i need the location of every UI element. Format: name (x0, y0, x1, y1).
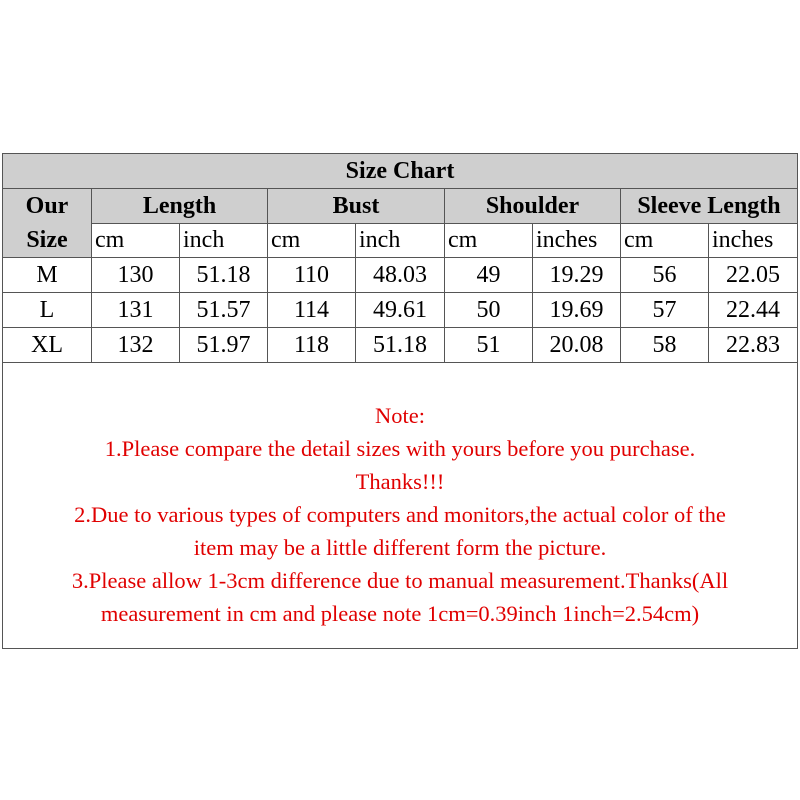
unit-header: cm (444, 223, 532, 257)
table-cell: 51.57 (179, 292, 267, 327)
table-cell: 20.08 (532, 327, 620, 362)
row-size-label: XL (3, 327, 91, 362)
table-cell: 22.05 (708, 257, 797, 292)
table-cell: 57 (620, 292, 708, 327)
table-cell: 22.44 (708, 292, 797, 327)
table-cell: 114 (267, 292, 355, 327)
table-cell: 19.69 (532, 292, 620, 327)
unit-header: inch (355, 223, 444, 257)
table-cell: 118 (267, 327, 355, 362)
unit-header: inches (708, 223, 797, 257)
group-header-length: Length (91, 188, 267, 223)
size-header-line2: Size (3, 223, 91, 257)
table-cell: 19.29 (532, 257, 620, 292)
note-line: Thanks!!! (355, 469, 445, 494)
table-cell: 56 (620, 257, 708, 292)
group-header-bust: Bust (267, 188, 444, 223)
unit-header: cm (91, 223, 179, 257)
size-header-line1: Our (3, 188, 91, 223)
note-line: 1.Please compare the detail sizes with yours before you purchase. (104, 436, 696, 461)
table-cell: 49.61 (355, 292, 444, 327)
note-heading: Note: (375, 403, 425, 428)
unit-header: cm (267, 223, 355, 257)
unit-header: inches (532, 223, 620, 257)
note-line: 2.Due to various types of computers and monitors,the actual color of the (74, 502, 726, 527)
chart-title: Size Chart (3, 154, 797, 188)
row-size-label: M (3, 257, 91, 292)
size-chart (2, 153, 798, 649)
table-cell: 51.97 (179, 327, 267, 362)
table-cell: 49 (444, 257, 532, 292)
table-cell: 132 (91, 327, 179, 362)
table-cell: 22.83 (708, 327, 797, 362)
table-cell: 51.18 (355, 327, 444, 362)
table-cell: 130 (91, 257, 179, 292)
table-cell: 48.03 (355, 257, 444, 292)
notes-section (3, 362, 797, 648)
table-cell: 58 (620, 327, 708, 362)
table-cell: 131 (91, 292, 179, 327)
group-header-shoulder: Shoulder (444, 188, 620, 223)
note-line: 3.Please allow 1-3cm difference due to manual measurement.Thanks(All (71, 568, 729, 593)
table-cell: 51.18 (179, 257, 267, 292)
table-cell: 110 (267, 257, 355, 292)
note-line: measurement in cm and please note 1cm=0.39inch 1inch=2.54cm) (100, 601, 700, 626)
table-cell: 51 (444, 327, 532, 362)
table-cell: 50 (444, 292, 532, 327)
note-line: item may be a little different form the picture. (193, 535, 607, 560)
unit-header: cm (620, 223, 708, 257)
unit-header: inch (179, 223, 267, 257)
row-size-label: L (3, 292, 91, 327)
group-header-sleeve-length: Sleeve Length (620, 188, 797, 223)
